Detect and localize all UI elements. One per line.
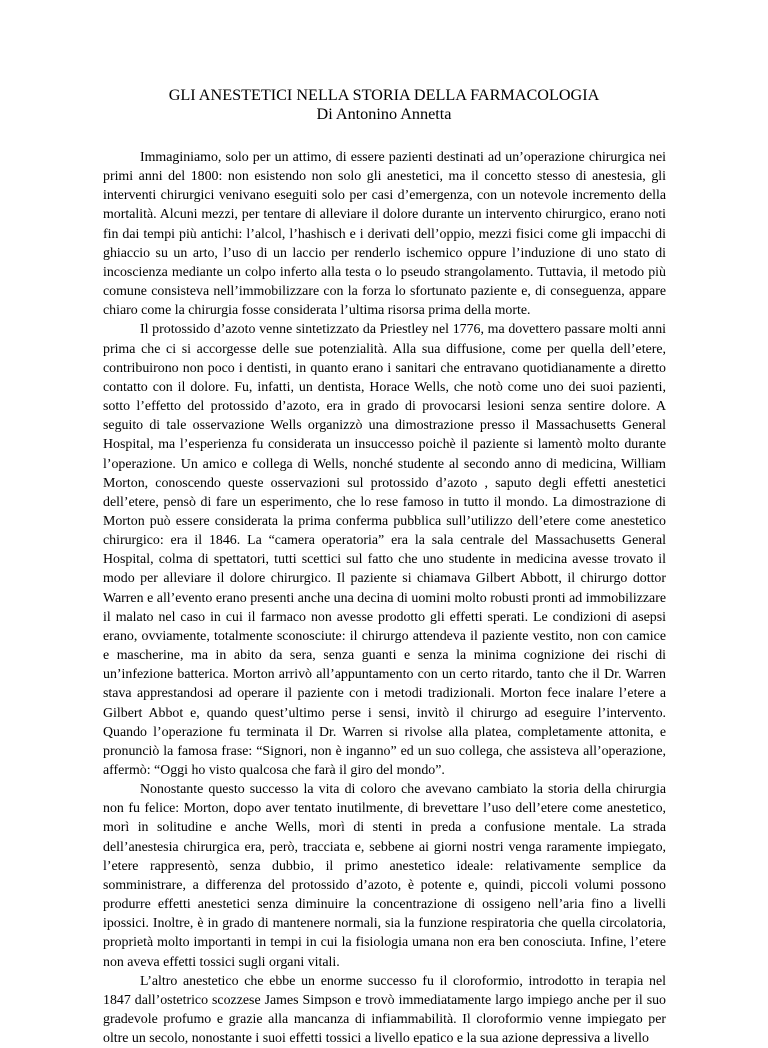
title-block bbox=[0, 86, 768, 124]
paragraph: Il protossido d’azoto venne sintetizzato da Priestley nel 1776, ma dovettero passare molti anni prima che ci si accorgesse delle sue potenzialità. Alla sua diffusione, come per quella dell’etere, contribuirono non poco i dentisti, in quanto erano i sanitari che entravano quotidianamente a diretto contatto con il dolore. Fu, infatti, un dentista, Horace Wells, che notò come uno dei suoi pazienti, sotto l’effetto del protossido d’azoto, era in grado di provocarsi lesioni senza sentire dolore. A seguito di tale osservazione Wells organizzò una dimostrazione presso il Massachusetts General Hospital, ma l’esperienza fu considerata un insuccesso poichè il paziente si lamentò molto durante l’operazione. Un amico e collega di Wells, nonché studente al secondo anno di medicina, William Morton, conoscendo queste osservazioni sul protossido d’azoto , saputo degli effetti anestetici dell’etere, pensò di fare un esperimento, che lo rese famoso in tutto il mondo. La dimostrazione di Morton può essere considerata la prima conferma pubblica sull’utilizzo dell’etere come anestetico chirurgico: era il 1846. La “camera operatoria” era la sala centrale del Massachusetts General Hospital, colma di spettatori, tutti scettici sul fatto che uno studente in medicina avesse trovato il modo per alleviare il dolore chirurgico. Il paziente si chiamava Gilbert Abbott, il chirurgo dottor Warren e all’evento erano presenti anche una decina di uomini molto robusti pronti ad immobilizzare il malato nel caso in cui il farmaco non avesse prodotto gli effetti sperati. Le condizioni di asepsi erano, ovviamente, totalmente sconosciute: il chirurgo attendeva il paziente vestito, non con camice e mascherine, ma in abito da sera, senza guanti e senza la minima cognizione dei rischi di un’infezione batterica. Morton arrivò all’appuntamento con un certo ritardo, tanto che il Dr. Warren stava apprestandosi ad operare il paziente con i metodi tradizionali. Morton fece inalare l’etere a Gilbert Abbot e, quando quest’ultimo perse i sensi, invitò il chirurgo ad eseguire l’intervento. Quando l’operazione fu terminata il Dr. Warren si rivolse alla platea, completamente attonita, e pronunciò la famosa frase: “Signori, non è inganno” ed un suo collega, che assisteva all’operazione, affermò: “Oggi ho visto qualcosa che farà il giro del mondo”. bbox=[103, 322, 666, 778]
document-title: GLI ANESTETICI NELLA STORIA DELLA FARMACOLOGIA bbox=[168, 86, 600, 104]
document-author: Di Antonino Annetta bbox=[316, 105, 452, 123]
document-body bbox=[103, 148, 666, 1048]
paragraph: Immaginiamo, solo per un attimo, di essere pazienti destinati ad un’operazione chirurgica nei primi anni del 1800: non esistendo non solo gli anestetici, ma il concetto stesso di anestesia, gli interventi chirurgici venivano eseguiti solo per casi d’emergenza, con un notevole incremento della mortalità. Alcuni mezzi, per tentare di alleviare il dolore durante un intervento chirurgico, erano noti fin dai tempi più antichi: l’alcol, l’hashisch e i derivati dell’oppio, mezzi fisici come gli impacchi di ghiaccio su un arto, l’uso di un laccio per renderlo ischemico oppure l’induzione di uno stato di incoscienza mediante un colpo inferto alla testa o lo pseudo strangolamento. Tuttavia, il metodo più comune consisteva nell’immobilizzare con la forza lo sfortunato paziente e, di conseguenza, appare chiaro come la chirurgia fosse considerata l’ultima risorsa prima della morte. bbox=[103, 150, 666, 319]
paragraph: Nonostante questo successo la vita di coloro che avevano cambiato la storia della chirurgia non fu felice: Morton, dopo aver tentato inutilmente, di brevettare l’uso dell’etere come anestetico, morì in solitudine e anche Wells, morì di stenti in preda a confusione mentale. La strada dell’anestesia chirurgica era, però, tracciata e, sebbene ai giorni nostri venga raramente impiegato, l’etere rappresentò, senza dubbio, il primo anestetico ideale: relativamente semplice da somministrare, a differenza del protossido d’azoto, è potente e, quindi, piccoli volumi possono produrre effetti anestetici senza diminuire la concentrazione di ossigeno nell’aria fino a livelli ipossici. Inoltre, è in grado di mantenere normali, sia la funzione respiratoria che quella circolatoria, proprietà molto importanti in tempi in cui la fisiologia umana non era ben conosciuta. Infine, l’etere non aveva effetti tossici sugli organi vitali. bbox=[103, 782, 666, 970]
paragraph: L’altro anestetico che ebbe un enorme successo fu il cloroformio, introdotto in terapia nel 1847 dall’ostetrico scozzese James Simpson e trovò immediatamente largo impiego anche per il suo gradevole profumo e grazie alla mancanza di infiammabilità. Il cloroformio venne impiegato per oltre un secolo, nonostante i suoi effetti tossici a livello epatico e la sua azione depressiva a livello bbox=[103, 973, 666, 1047]
